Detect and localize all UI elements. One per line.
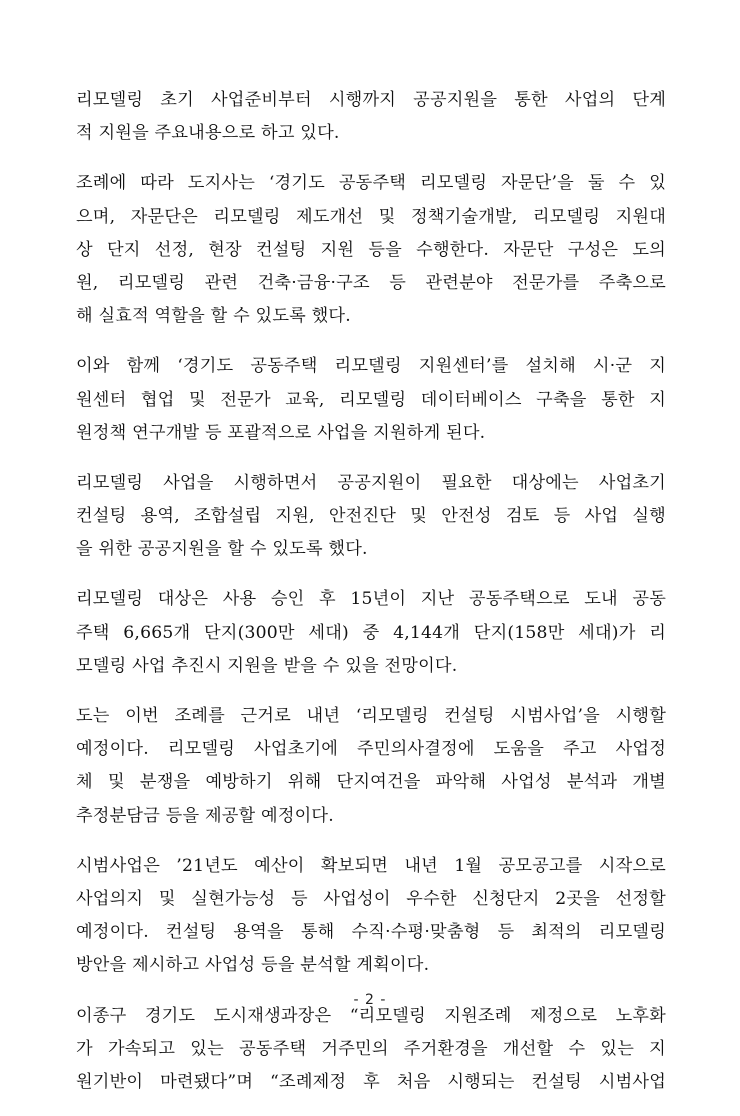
text-line: 체 및 분쟁을 예방하기 위해 단지여건을 파악해 사업성 분석과 개별	[76, 772, 666, 793]
text-line: 원센터 협업 및 전문가 교육, 리모델링 데이터베이스 구축을 통한 지	[76, 389, 666, 410]
text-line: 리모델링 대상은 사용 승인 후 15년이 지난 공동주택으로 도내 공동	[76, 589, 666, 610]
page-number: - 2 -	[353, 992, 387, 1008]
text-line: 가 가속되고 있는 공동주택 거주민의 주거환경을 개선할 수 있는 지	[76, 1038, 666, 1059]
paragraph	[76, 167, 666, 333]
text-line: 추정분담금 등을 제공할 예정이다.	[76, 805, 334, 826]
text-line: 예정이다. 리모델링 사업초기에 주민의사결정에 도움을 주고 사업정	[76, 739, 666, 760]
text-line: 예정이다. 컨설팅 용역을 통해 수직·수평·맞춤형 등 최적의 리모델링	[76, 922, 666, 943]
text-line: 사업의지 및 실현가능성 등 사업성이 우수한 신청단지 2곳을 선정할	[76, 888, 666, 909]
text-line: 주택 6,665개 단지(300만 세대) 중 4,144개 단지(158만 세대)가 리	[76, 622, 666, 643]
text-line: 이종구 경기도 도시재생과장은 “리모델링 지원조례 제정으로 노후화	[76, 1005, 666, 1026]
text-line: 적 지원을 주요내용으로 하고 있다.	[76, 123, 340, 144]
text-line: 원, 리모델링 관련 건축·금융·구조 등 관련분야 전문가를 주축으로	[76, 272, 666, 293]
paragraph	[76, 350, 666, 450]
text-line: 으며, 자문단은 리모델링 제도개선 및 정책기술개발, 리모델링 지원대	[76, 206, 666, 227]
text-line: 조례에 따라 도지사는 ‘경기도 공동주택 리모델링 자문단’을 둘 수 있	[76, 173, 666, 194]
text-line: 방안을 제시하고 사업성 등을 분석할 계획이다.	[76, 955, 430, 976]
text-line: 시범사업은 ’21년도 예산이 확보되면 내년 1월 공모공고를 시작으로	[76, 855, 666, 876]
paragraph	[76, 1000, 666, 1100]
paragraph	[76, 467, 666, 567]
paragraph	[76, 850, 666, 983]
text-line: 리모델링 초기 사업준비부터 시행까지 공공지원을 통한 사업의 단계	[76, 90, 666, 110]
text-line: 상 단지 선정, 현장 컨설팅 지원 등을 수행한다. 자문단 구성은 도의	[76, 239, 666, 260]
text-line: 원기반이 마련됐다”며 “조례제정 후 처음 시행되는 컨설팅 시범사업	[76, 1071, 666, 1092]
text-line: 이와 함께 ‘경기도 공동주택 리모델링 지원센터’를 설치해 시·군 지	[76, 356, 666, 377]
text-line: 해 실효적 역할을 할 수 있도록 했다.	[76, 306, 351, 327]
text-line: 도는 이번 조례를 근거로 내년 ‘리모델링 컨설팅 시범사업’을 시행할	[76, 706, 666, 726]
paragraph	[76, 700, 666, 833]
text-line: 리모델링 사업을 시행하면서 공공지원이 필요한 대상에는 사업초기	[76, 472, 666, 493]
text-line: 을 위한 공공지원을 할 수 있도록 했다.	[76, 539, 368, 560]
paragraph	[76, 84, 666, 150]
text-line: 모델링 사업 추진시 지원을 받을 수 있을 전망이다.	[76, 655, 458, 676]
document-body	[76, 84, 666, 1116]
text-line: 원정책 연구개발 등 포괄적으로 사업을 지원하게 된다.	[76, 422, 486, 443]
paragraph	[76, 583, 666, 683]
text-line: 컨설팅 용역, 조합설립 지원, 안전진단 및 안전성 검토 등 사업 실행	[76, 506, 666, 527]
